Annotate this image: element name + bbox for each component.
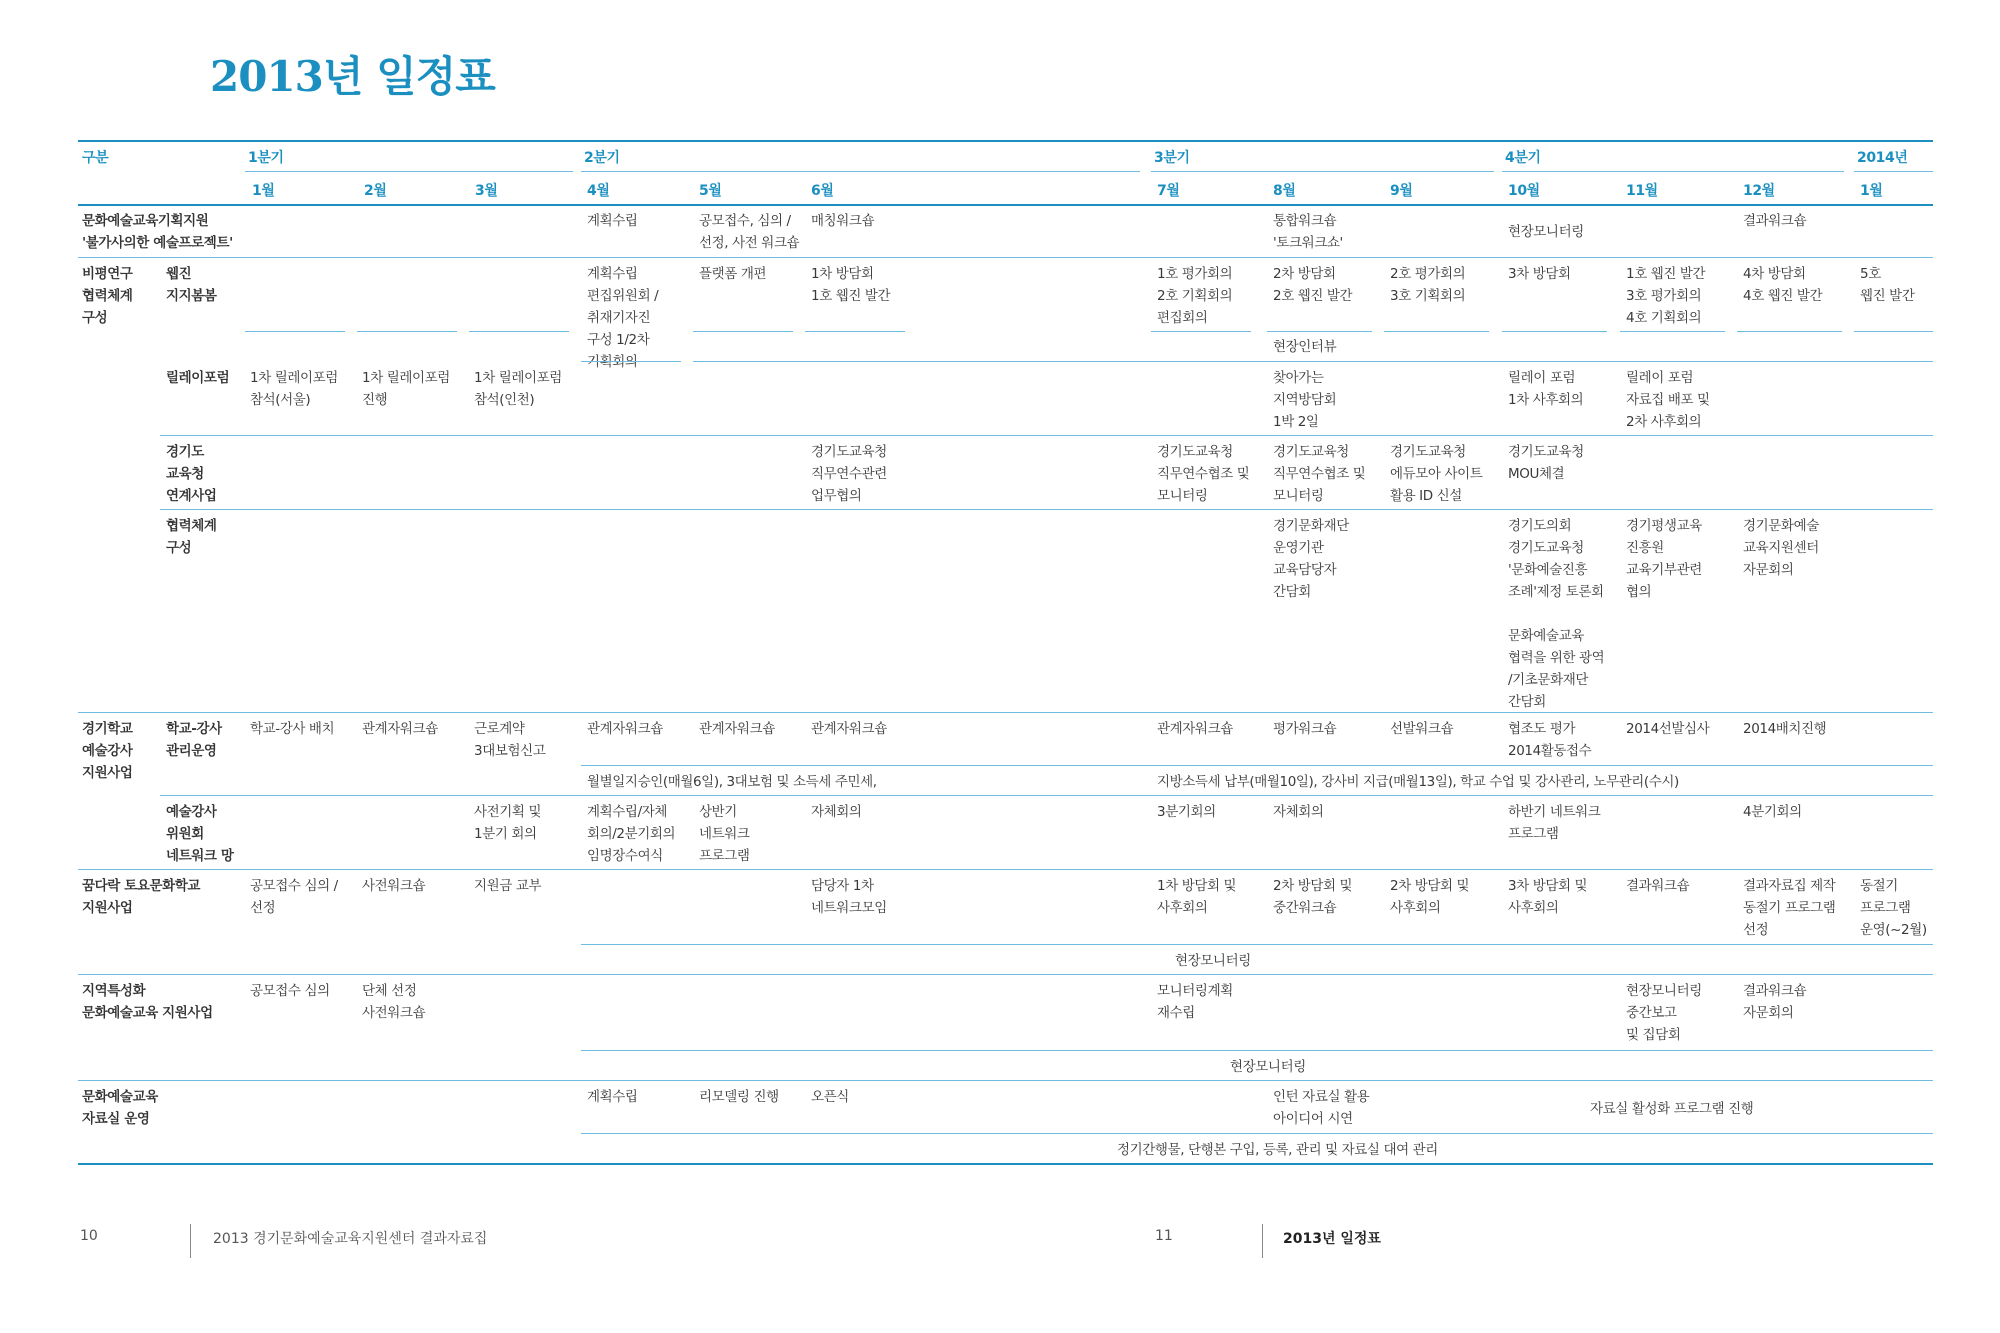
schedule-cell: 찾아가는 지역방담회 1박 2일 — [1273, 370, 1337, 430]
row-rule — [1151, 331, 1251, 332]
schedule-cell: 관계자워크숍 — [811, 721, 887, 737]
header-month: 10월 — [1508, 183, 1540, 199]
row-rule — [78, 257, 1933, 258]
row-rule — [78, 974, 1933, 975]
schedule-cell: 4분기회의 — [1743, 804, 1802, 820]
row-category: 문화예술교육기획지원 '불가사의한 예술프로젝트' — [82, 213, 233, 251]
header-month: 12월 — [1743, 183, 1775, 199]
header-month: 8월 — [1273, 183, 1296, 199]
schedule-cell: 현장모니터링 중간보고 및 집담회 — [1626, 983, 1702, 1043]
header-month: 3월 — [475, 183, 498, 199]
schedule-cell: 리모델링 진행 — [699, 1089, 779, 1105]
row-rule — [581, 361, 681, 362]
row-rule — [1267, 331, 1372, 332]
schedule-cell: 상반기 네트워크 프로그램 — [699, 804, 750, 864]
row-rule — [78, 712, 1933, 713]
span-cell: 정기간행물, 단행본 구입, 등록, 관리 및 자료실 대여 관리 — [1117, 1142, 1438, 1158]
schedule-cell: 자료실 활성화 프로그램 진행 — [1590, 1101, 1754, 1117]
span-cell: 현장모니터링 — [1175, 953, 1251, 969]
footer-page-number-right: 11 — [1155, 1228, 1173, 1244]
schedule-cell: 계획수립 편집위원회 / 취재기자진 구성 1/2차 기획회의 — [587, 266, 659, 370]
schedule-cell: 자체회의 — [811, 804, 862, 820]
quarter-rule — [1854, 171, 1933, 172]
row-subcategory: 릴레이포럼 — [166, 370, 230, 386]
row-rule — [1737, 331, 1842, 332]
table-bottom-rule — [78, 1163, 1933, 1165]
row-rule — [160, 795, 1933, 796]
row-subcategory: 웹진 지지봄봄 — [166, 266, 217, 304]
header-month: 5월 — [699, 183, 722, 199]
schedule-cell: 계획수립 — [587, 1089, 638, 1105]
row-category: 문화예술교육 자료실 운영 — [82, 1089, 158, 1127]
schedule-cell: 릴레이 포럼 1차 사후회의 — [1508, 370, 1584, 408]
row-rule — [78, 869, 1933, 870]
row-rule — [1854, 331, 1933, 332]
header-month: 11월 — [1626, 183, 1658, 199]
row-rule — [581, 1050, 1933, 1051]
row-rule — [245, 331, 345, 332]
row-rule — [693, 331, 793, 332]
row-rule — [693, 361, 1933, 362]
footer-section-title: 2013년 일정표 — [1283, 1231, 1381, 1247]
footer-divider — [1262, 1224, 1263, 1258]
schedule-cell: 모니터링계획 재수립 — [1157, 983, 1233, 1021]
schedule-cell: 결과워크숍 — [1626, 878, 1690, 894]
schedule-cell: 통합워크숍 '토크워크쇼' — [1273, 213, 1343, 251]
schedule-cell: 경기도교육청 에듀모아 사이트 활용 ID 신설 — [1390, 444, 1483, 504]
schedule-cell: 담당자 1차 네트워크모임 — [811, 878, 887, 916]
schedule-cell: 1호 평가회의 2호 기획회의 편집회의 — [1157, 266, 1233, 326]
schedule-cell: 경기도교육청 직무연수협조 및 모니터링 — [1157, 444, 1250, 504]
schedule-cell: 학교-강사 배치 — [250, 721, 335, 737]
header-month: 1월 — [252, 183, 275, 199]
schedule-cell: 관계자워크숍 — [362, 721, 438, 737]
schedule-cell: 경기문화예술 교육지원센터 자문회의 — [1743, 518, 1819, 578]
schedule-cell: 5호 웹진 발간 — [1860, 266, 1915, 304]
schedule-cell: 결과워크숍 — [1743, 213, 1807, 229]
header-month: 4월 — [587, 183, 610, 199]
span-cell: 월별일지승인(매월6일), 3대보험 및 소득세 주민세, — [587, 774, 877, 790]
schedule-cell: 2014선발심사 — [1626, 721, 1710, 737]
schedule-cell: 사전워크숍 — [362, 878, 426, 894]
schedule-cell: 관계자워크숍 — [587, 721, 663, 737]
schedule-cell: 자체회의 — [1273, 804, 1324, 820]
schedule-cell: 2차 방담회 2호 웹진 발간 — [1273, 266, 1353, 304]
row-category: 꿈다락 토요문화학교 지원사업 — [82, 878, 201, 916]
row-rule — [1620, 331, 1725, 332]
header-q4: 4분기 — [1505, 150, 1541, 166]
schedule-cell: 경기도교육청 MOU체결 — [1508, 444, 1584, 482]
schedule-cell: 2014배치진행 — [1743, 721, 1827, 737]
schedule-cell: 1차 릴레이포럼 진행 — [362, 370, 450, 408]
row-rule — [581, 944, 1933, 945]
row-rule — [469, 331, 569, 332]
schedule-cell: 공모접수, 심의 / 선정, 사전 워크숍 — [699, 213, 800, 251]
footer-page-number-left: 10 — [80, 1228, 98, 1244]
schedule-cell: 단체 선정 사전워크숍 — [362, 983, 426, 1021]
header-month: 9월 — [1390, 183, 1413, 199]
schedule-cell: 1차 릴레이포럼 참석(인천) — [474, 370, 562, 408]
schedule-cell: 경기평생교육 진흥원 교육기부관련 협의 — [1626, 518, 1702, 600]
schedule-cell: 플랫폼 개편 — [699, 266, 767, 282]
schedule-cell: 공모접수 심의 — [250, 983, 330, 999]
schedule-cell: 3차 방담회 — [1508, 266, 1571, 282]
row-rule — [78, 1080, 1933, 1081]
schedule-cell: 동절기 프로그램 운영(~2월) — [1860, 878, 1927, 938]
schedule-cell: 3차 방담회 및 사후회의 — [1508, 878, 1588, 916]
schedule-cell: 사전기획 및 1분기 회의 — [474, 804, 542, 842]
schedule-cell: 인턴 자료실 활용 아이디어 시연 — [1273, 1089, 1370, 1127]
schedule-cell: 매칭워크숍 — [811, 213, 875, 229]
schedule-cell: 1차 릴레이포럼 참석(서울) — [250, 370, 338, 408]
span-cell: 현장인터뷰 — [1273, 339, 1337, 355]
header-2014: 2014년 — [1857, 150, 1908, 166]
span-cell: 지방소득세 납부(매월10일), 강사비 지급(매월13일), 학교 수업 및 강사관리, 노무관리(수시) — [1157, 774, 1679, 790]
schedule-cell: 1차 방담회 1호 웹진 발간 — [811, 266, 891, 304]
header-q3: 3분기 — [1154, 150, 1190, 166]
schedule-cell: 경기도의회 경기도교육청 '문화예술진흥 조례'제정 토론회 문화예술교육 협력을 위한 광역 /기초문화재단 간담회 — [1508, 518, 1605, 710]
row-rule — [160, 509, 1933, 510]
schedule-cell: 4차 방담회 4호 웹진 발간 — [1743, 266, 1823, 304]
schedule-cell: 관계자워크숍 — [699, 721, 775, 737]
header-month: 1월 — [1860, 183, 1883, 199]
schedule-cell: 지원금 교부 — [474, 878, 542, 894]
row-subcategory: 학교-강사 관리운영 — [166, 721, 222, 759]
schedule-cell: 2호 평가회의 3호 기획회의 — [1390, 266, 1466, 304]
row-rule — [357, 331, 457, 332]
header-bottom-rule — [78, 204, 1933, 206]
row-subcategory: 경기도 교육청 연계사업 — [166, 444, 217, 504]
quarter-rule — [245, 171, 573, 172]
schedule-cell: 오픈식 — [811, 1089, 849, 1105]
header-month: 7월 — [1157, 183, 1180, 199]
schedule-cell: 결과자료집 제작 동절기 프로그램 선정 — [1743, 878, 1836, 938]
table-top-rule — [78, 140, 1933, 142]
schedule-cell: 근로계약 3대보험신고 — [474, 721, 546, 759]
quarter-rule — [1502, 171, 1844, 172]
schedule-cell: 경기도교육청 직무연수협조 및 모니터링 — [1273, 444, 1366, 504]
schedule-cell: 경기도교육청 직무연수관련 업무협의 — [811, 444, 887, 504]
row-rule — [1502, 331, 1607, 332]
schedule-cell: 계획수립 — [587, 213, 638, 229]
schedule-cell: 1차 방담회 및 사후회의 — [1157, 878, 1237, 916]
schedule-cell: 결과워크숍 자문회의 — [1743, 983, 1807, 1021]
row-category: 지역특성화 문화예술교육 지원사업 — [82, 983, 213, 1021]
row-rule — [160, 435, 1933, 436]
header-category: 구분 — [82, 150, 109, 166]
schedule-cell: 평가워크숍 — [1273, 721, 1337, 737]
row-subcategory: 예술강사 위원회 네트워크 망 — [166, 804, 234, 864]
schedule-cell: 1호 웹진 발간 3호 평가회의 4호 기획회의 — [1626, 266, 1706, 326]
page-title: 2013년 일정표 — [210, 52, 495, 101]
schedule-cell: 현장모니터링 — [1508, 224, 1584, 240]
footer-divider — [190, 1224, 191, 1258]
schedule-cell: 2차 방담회 및 사후회의 — [1390, 878, 1470, 916]
schedule-cell: 협조도 평가 2014활동접수 — [1508, 721, 1592, 759]
schedule-cell: 계획수립/자체 회의/2분기회의 임명장수여식 — [587, 804, 676, 864]
header-month: 2월 — [364, 183, 387, 199]
row-subcategory: 협력체계 구성 — [166, 518, 217, 556]
row-rule — [805, 331, 905, 332]
row-rule — [581, 765, 1933, 766]
row-rule — [1384, 331, 1489, 332]
schedule-cell: 릴레이 포럼 자료집 배포 및 2차 사후회의 — [1626, 370, 1710, 430]
schedule-cell: 선발워크숍 — [1390, 721, 1454, 737]
header-month: 6월 — [811, 183, 834, 199]
header-q2: 2분기 — [584, 150, 620, 166]
span-cell: 현장모니터링 — [1230, 1059, 1306, 1075]
schedule-cell: 관계자워크숍 — [1157, 721, 1233, 737]
row-rule — [581, 1133, 1933, 1134]
schedule-cell: 3분기회의 — [1157, 804, 1216, 820]
row-category: 비평연구 협력체계 구성 — [82, 266, 133, 326]
schedule-cell: 2차 방담회 및 중간워크숍 — [1273, 878, 1353, 916]
row-category: 경기학교 예술강사 지원사업 — [82, 721, 133, 781]
schedule-cell: 하반기 네트워크 프로그램 — [1508, 804, 1601, 842]
schedule-cell: 공모접수 심의 / 선정 — [250, 878, 338, 916]
footer-book-title: 2013 경기문화예술교육지원센터 결과자료집 — [213, 1231, 488, 1247]
quarter-rule — [581, 171, 1140, 172]
quarter-rule — [1151, 171, 1494, 172]
schedule-cell: 경기문화재단 운영기관 교육담당자 간담회 — [1273, 518, 1349, 600]
header-q1: 1분기 — [248, 150, 284, 166]
